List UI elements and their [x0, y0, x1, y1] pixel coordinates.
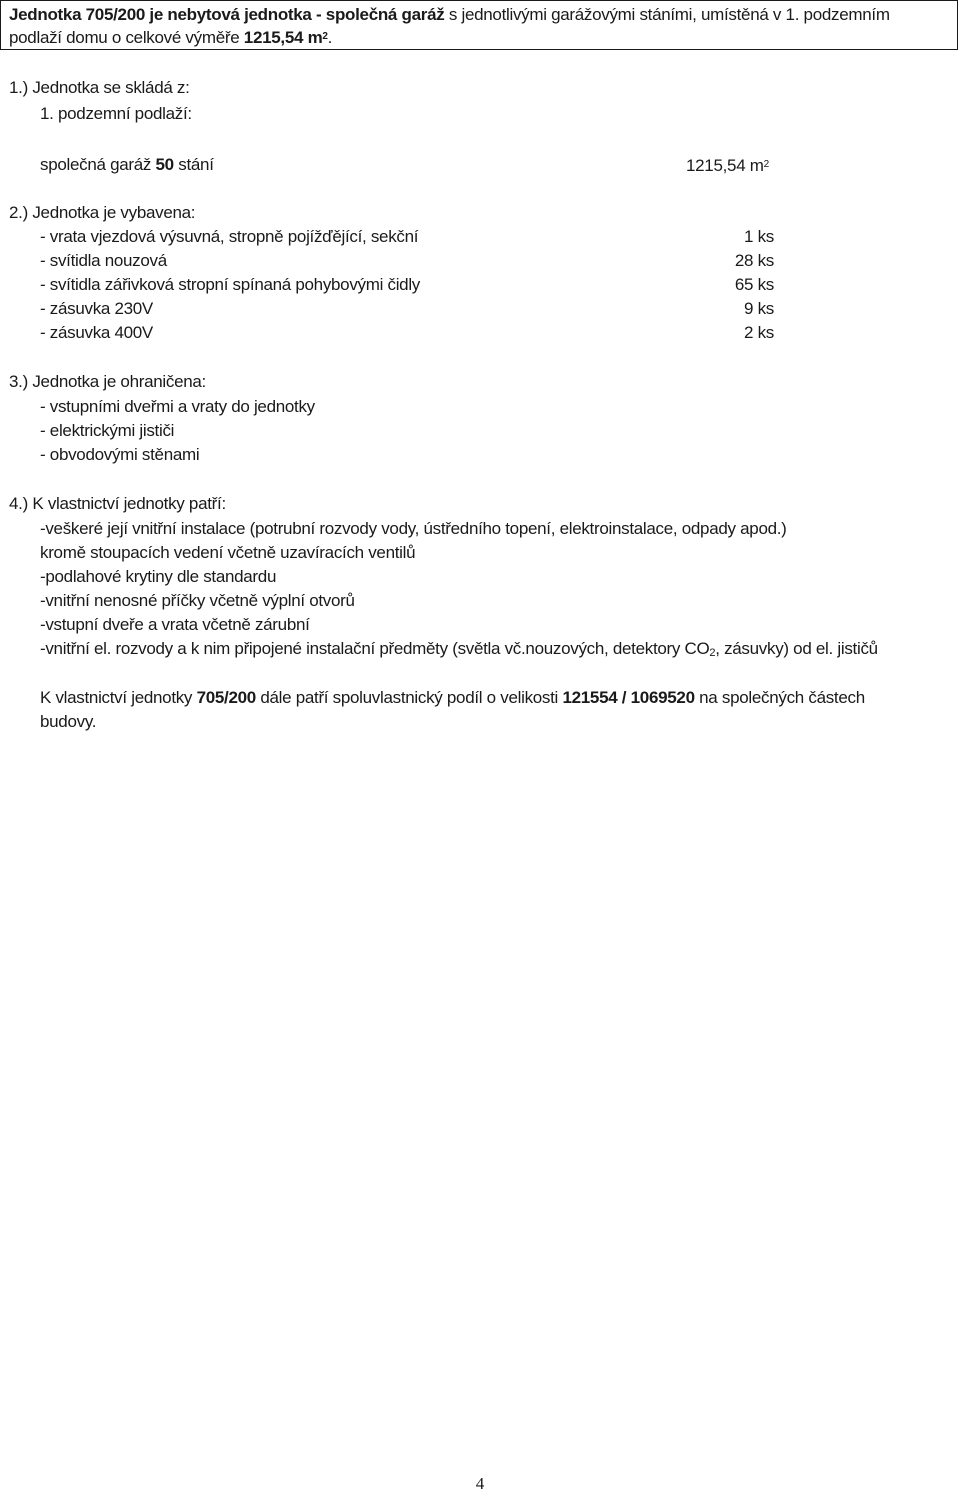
equipment-qty: 28 ks: [734, 251, 774, 270]
equipment-label: - svítidla nouzová: [40, 251, 167, 270]
unit-number: 705/200: [196, 688, 256, 707]
total-area: 1215,54 m: [243, 28, 323, 47]
section1-floor: 1. podzemní podlaží:: [40, 104, 192, 123]
ownership-item: -vnitřní el. rozvody a k nim připojené instalační předměty (světla vč.nouzových, detektory $CO_2$, zásuvky) od el. jističů: [40, 639, 878, 659]
boundary-item: - obvodovými stěnami: [40, 445, 200, 464]
ownership-share-line-1: K vlastnictví jednotky 705/200 dále patří spoluvlastnický podíl o velikosti 121554 / 1069520 na společných částech: [40, 688, 865, 707]
equipment-qty: 9 ks: [744, 299, 774, 318]
ownership-item: -veškeré její vnitřní instalace (potrubní rozvody vody, ústředního topení, elektroinstalace, odpady apod.): [40, 519, 787, 538]
section1-area: 1215,54 $m^2$: [686, 156, 769, 175]
header-line-1: [9, 5, 890, 25]
equipment-qty: 1 ks: [744, 227, 774, 246]
ownership-item: kromě stoupacích vedení včetně uzavíracích ventilů: [40, 543, 416, 562]
equipment-label: - svítidla zářivková stropní spínaná pohybovými čidly: [40, 275, 420, 294]
boundary-item: - vstupními dveřmi a vraty do jednotky: [40, 397, 315, 416]
section4-heading: 4.) K vlastnictví jednotky patří:: [9, 494, 226, 513]
ownership-share-line-2: budovy.: [40, 712, 97, 731]
section2-heading: 2.) Jednotka je vybavena:: [9, 203, 196, 222]
ownership-item: -vnitřní nenosné příčky včetně výplní otvorů: [40, 591, 355, 610]
unit-title: Jednotka 705/200 je nebytová jednotka - společná garáž: [9, 5, 445, 24]
equipment-qty: 2 ks: [744, 323, 774, 342]
equipment-label: - zásuvka 400V: [40, 323, 153, 342]
equipment-label: - vrata vjezdová výsuvná, stropně pojížďějící, sekční: [40, 227, 419, 246]
boundary-item: - elektrickými jističi: [40, 421, 175, 440]
section1-heading: 1.) Jednotka se skládá z:: [9, 78, 190, 97]
section3-heading: 3.) Jednotka je ohraničena:: [9, 372, 206, 391]
ownership-item: -podlahové krytiny dle standardu: [40, 567, 277, 586]
unit-description: s jednotlivými garážovými stáními, umístěná v 1. podzemním: [444, 5, 890, 24]
equipment-label: - zásuvka 230V: [40, 299, 153, 318]
page-number: 4: [475, 1474, 485, 1493]
ownership-item: -vstupní dveře a vrata včetně zárubní: [40, 615, 310, 634]
section1-item: společná garáž 50 stání: [40, 155, 214, 174]
header-line-2: podlaží domu o celkové výměře 1215,54 $m^2$.: [9, 28, 333, 47]
equipment-qty: 65 ks: [734, 275, 774, 294]
share-fraction: 121554 / 1069520: [562, 688, 695, 707]
